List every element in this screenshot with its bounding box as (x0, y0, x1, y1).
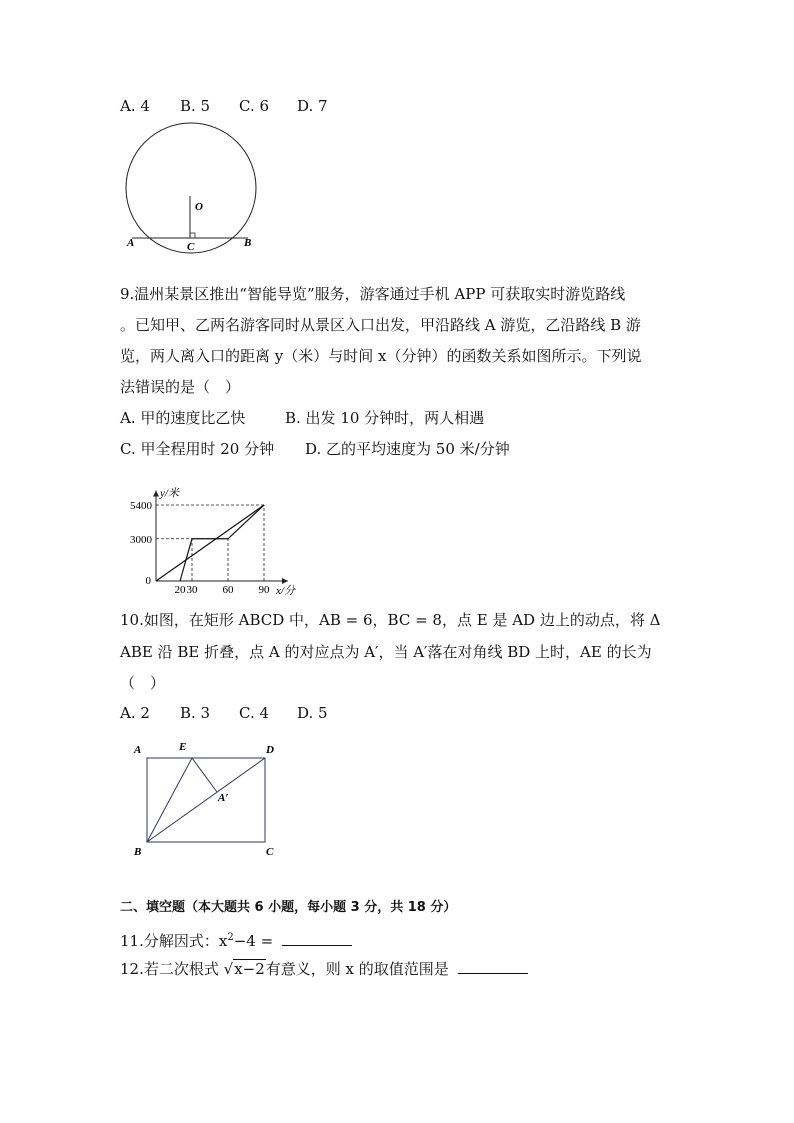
x-tick-label-90: 90 (258, 584, 270, 596)
q8-option-d: D. 7 (297, 97, 328, 115)
series-line-1 (180, 505, 264, 581)
y-axis-label: y/米 (160, 487, 179, 500)
y-tick-label-3000: 3000 (130, 533, 152, 546)
label-b: B (134, 846, 142, 858)
q12-line (120, 959, 528, 979)
segment-ea-prime (192, 758, 217, 792)
q9-stem-line-2: 。已知甲、乙两名游客同时从景区入口出发，甲沿路线 A 游览，乙沿路线 B 游 (120, 316, 641, 334)
q12-prefix: 12.若二次根式 (120, 960, 219, 978)
q10-stem-line-3: （ ） (120, 674, 166, 692)
x-tick-label-20: 20 (174, 584, 186, 596)
circle (126, 123, 256, 253)
q8-circle-figure (120, 124, 260, 254)
q8-option-c: C. 6 (239, 97, 270, 115)
q11-prefix: 11.分解因式： (120, 932, 219, 950)
q11-line (120, 928, 352, 951)
y-axis-arrow-icon (153, 491, 159, 497)
q11-expr-exponent: 2 (227, 932, 234, 943)
q11-expr-base: x (218, 932, 228, 950)
q8-option-b: B. 5 (180, 97, 211, 115)
q9-option-c: C. 甲全程用时 20 分钟 (120, 440, 275, 458)
q12-answer-blank[interactable] (458, 959, 528, 974)
q12-suffix: 有意义，则 x 的取值范围是 (265, 960, 449, 978)
q9-option-b: B. 出发 10 分钟时，两人相遇 (285, 409, 485, 427)
q10-option-c: C. 4 (239, 704, 270, 722)
q8-option-a: A. 4 (120, 97, 150, 115)
q10-rectangle-figure (128, 738, 288, 863)
x-tick-label-30: 30 (186, 584, 198, 596)
q10-stem-line-1: 10.如图，在矩形 ABCD 中，AB = 6，BC = 8，点 E 是 AD 边上的动点，将 Δ (120, 611, 661, 629)
section-2-title: 二、填空题（本大题共 6 小题，每小题 3 分，共 18 分） (120, 900, 457, 915)
q10-option-a: A. 2 (120, 704, 150, 722)
label-c: C (266, 846, 274, 858)
right-angle-mark (190, 233, 195, 238)
diagonal-bd (147, 758, 265, 842)
x-axis-arrow-icon (282, 578, 288, 584)
q12-radicand: x−2 (234, 960, 265, 978)
q10-options (120, 703, 328, 723)
q9-option-a: A. 甲的速度比乙快 (120, 409, 246, 427)
q11-expr-rest: −4 = (233, 932, 274, 950)
label-e: E (179, 741, 187, 753)
q9-stem-line-1: 9.温州某景区推出“智能导览”服务，游客通过手机 APP 可获取实时游览路线 (120, 285, 626, 303)
label-a: A (134, 744, 142, 756)
q9-option-d: D. 乙的平均速度为 50 米/分钟 (305, 440, 510, 458)
q9-stem-line-4: 法错误的是（ ） (120, 378, 241, 396)
label-d: D (266, 744, 274, 756)
label-b: B (244, 237, 252, 249)
fold-line-be (147, 758, 192, 842)
origin-label: 0 (145, 575, 151, 587)
q10-option-b: B. 3 (180, 704, 211, 722)
x-axis-label: x/分 (276, 585, 295, 597)
series-line-2 (156, 505, 264, 581)
label-a: A (127, 237, 135, 249)
q8-options (120, 96, 328, 116)
radical-sign-icon: √ (223, 960, 234, 978)
label-o: O (195, 201, 203, 213)
q9-options-row-1 (120, 408, 484, 428)
label-c: C (187, 241, 195, 253)
q11-expression (219, 932, 273, 950)
q12-sqrt (224, 959, 266, 979)
q9-distance-time-chart (118, 470, 308, 598)
y-tick-label-5400: 5400 (130, 500, 152, 512)
q9-stem-line-3: 览，两人离入口的距离 y（米）与时间 x（分钟）的函数关系如图所示。下列说 (120, 347, 642, 365)
q9-options-row-2 (120, 439, 510, 459)
label-a-prime: A′ (218, 792, 229, 804)
q10-option-d: D. 5 (297, 704, 328, 722)
q10-stem-line-2: ABE 沿 BE 折叠，点 A 的对应点为 A′，当 A′落在对角线 BD 上时，AE 的长为 (120, 643, 652, 661)
q11-answer-blank[interactable] (282, 931, 352, 946)
x-tick-label-60: 60 (222, 584, 234, 596)
